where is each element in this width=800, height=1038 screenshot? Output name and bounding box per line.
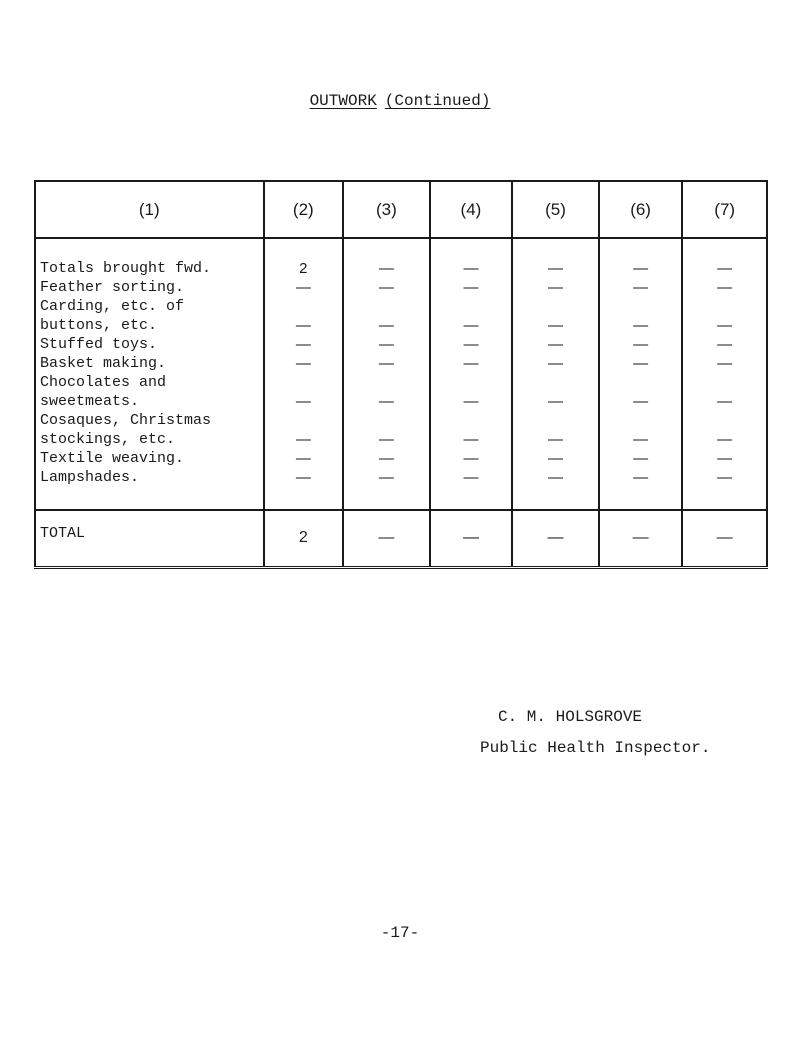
row-value: — xyxy=(463,393,479,410)
row-value: — xyxy=(378,279,394,296)
row-value: — xyxy=(717,260,733,277)
row-value: — xyxy=(463,317,479,334)
row-label: Stuffed toys. xyxy=(40,336,158,353)
row-value: — xyxy=(378,393,394,410)
row-spacer xyxy=(265,297,343,316)
column-header: (5) xyxy=(512,181,599,238)
row-spacer xyxy=(344,297,429,316)
row-value: — xyxy=(295,431,311,448)
row-value: — xyxy=(548,450,563,467)
row-value: — xyxy=(548,355,563,372)
row-spacer xyxy=(513,297,598,316)
header-row xyxy=(35,181,767,238)
row-value: — xyxy=(295,469,311,486)
signatory-title: Public Health Inspector. xyxy=(480,739,711,757)
row-value: — xyxy=(463,450,479,467)
row-value: — xyxy=(378,260,394,277)
row-value: — xyxy=(295,317,311,334)
row-value: — xyxy=(378,469,394,486)
total-value: — xyxy=(343,510,430,568)
row-spacer xyxy=(344,411,429,430)
column-header: (3) xyxy=(343,181,430,238)
row-value: — xyxy=(633,336,649,353)
total-label: TOTAL xyxy=(35,510,264,568)
total-value: 2 xyxy=(264,510,344,568)
row-spacer xyxy=(431,411,512,430)
row-label: Carding, etc. of xyxy=(40,298,185,315)
row-value: — xyxy=(295,393,311,410)
row-value: — xyxy=(378,450,394,467)
outwork-table xyxy=(34,180,768,569)
row-value: — xyxy=(378,317,394,334)
row-spacer xyxy=(431,373,512,392)
row-value: — xyxy=(378,355,394,372)
value-cell xyxy=(512,238,599,510)
row-label: sweetmeats. xyxy=(40,393,140,410)
row-value: — xyxy=(548,260,563,277)
row-label: buttons, etc. xyxy=(40,317,158,334)
row-value: — xyxy=(463,279,479,296)
total-row xyxy=(35,510,767,568)
row-value: — xyxy=(717,469,733,486)
row-value: — xyxy=(378,336,394,353)
row-spacer xyxy=(683,373,766,392)
row-value: — xyxy=(633,317,649,334)
row-label: Totals brought fwd. xyxy=(40,260,212,277)
row-value: — xyxy=(463,260,479,277)
page-number: -17- xyxy=(380,924,420,942)
title-continued: (Continued) xyxy=(384,92,491,110)
column-header: (4) xyxy=(430,181,513,238)
row-value: — xyxy=(295,450,311,467)
row-value: — xyxy=(463,431,479,448)
row-label: Lampshades. xyxy=(40,469,140,486)
row-label: Feather sorting. xyxy=(40,279,185,296)
row-value: — xyxy=(548,393,563,410)
row-spacer xyxy=(683,411,766,430)
total-value: — xyxy=(512,510,599,568)
row-value: 2 xyxy=(299,260,308,277)
row-label: Chocolates and xyxy=(40,374,167,391)
value-cell xyxy=(682,238,767,510)
row-spacer xyxy=(513,373,598,392)
row-value: — xyxy=(717,355,733,372)
row-value: — xyxy=(463,355,479,372)
row-label: stockings, etc. xyxy=(40,431,176,448)
total-value: — xyxy=(682,510,767,568)
total-value: — xyxy=(599,510,683,568)
row-value: — xyxy=(717,317,733,334)
row-label: Cosaques, Christmas xyxy=(40,412,212,429)
row-value: — xyxy=(633,260,649,277)
row-value: — xyxy=(633,279,649,296)
title-main: OUTWORK xyxy=(309,92,377,110)
row-value: — xyxy=(548,431,563,448)
row-spacer xyxy=(683,297,766,316)
row-value: — xyxy=(717,336,733,353)
row-value: — xyxy=(548,469,563,486)
body-row xyxy=(35,238,767,510)
row-value: — xyxy=(463,336,479,353)
row-spacer xyxy=(265,373,343,392)
row-label: Basket making. xyxy=(40,355,167,372)
column-header: (1) xyxy=(35,181,264,238)
row-value: — xyxy=(463,469,479,486)
row-value: — xyxy=(717,279,733,296)
row-value: — xyxy=(548,317,563,334)
label-cell xyxy=(35,238,264,510)
row-value: — xyxy=(633,431,649,448)
value-cell xyxy=(430,238,513,510)
row-value: — xyxy=(633,469,649,486)
row-value: — xyxy=(378,431,394,448)
column-header: (2) xyxy=(264,181,344,238)
column-header: (6) xyxy=(599,181,683,238)
row-spacer xyxy=(431,297,512,316)
row-value: — xyxy=(717,431,733,448)
row-value: — xyxy=(717,450,733,467)
value-cell xyxy=(599,238,683,510)
value-cell xyxy=(343,238,430,510)
row-spacer xyxy=(600,411,682,430)
row-value: — xyxy=(633,355,649,372)
total-value: — xyxy=(430,510,513,568)
row-value: — xyxy=(295,336,311,353)
row-spacer xyxy=(265,411,343,430)
column-header: (7) xyxy=(682,181,767,238)
row-value: — xyxy=(633,393,649,410)
signatory-name: C. M. HOLSGROVE xyxy=(498,708,643,726)
page-title xyxy=(0,92,800,110)
row-spacer xyxy=(600,373,682,392)
row-value: — xyxy=(295,355,311,372)
row-spacer xyxy=(344,373,429,392)
row-value: — xyxy=(295,279,311,296)
row-spacer xyxy=(600,297,682,316)
row-value: — xyxy=(548,336,563,353)
value-cell xyxy=(264,238,344,510)
row-value: — xyxy=(717,393,733,410)
row-label: Textile weaving. xyxy=(40,450,185,467)
row-spacer xyxy=(513,411,598,430)
row-value: — xyxy=(633,450,649,467)
row-value: — xyxy=(548,279,563,296)
